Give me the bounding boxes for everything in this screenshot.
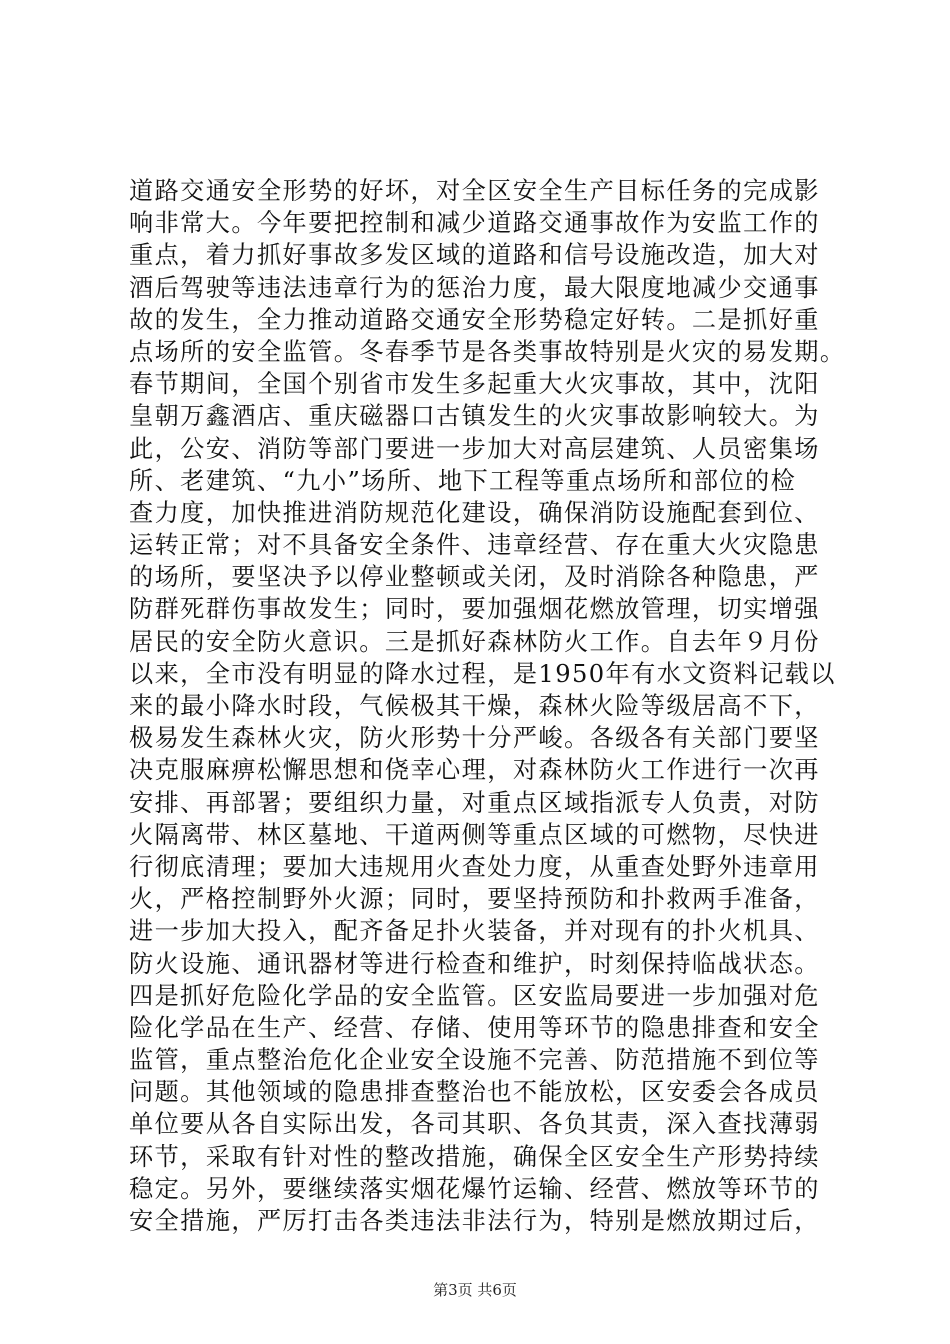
text-line: 酒后驾驶等违法违章行为的惩治力度，最大限度地减少交通事	[129, 273, 820, 302]
body-paragraph	[129, 175, 846, 1237]
text-line: 响非常大。今年要把控制和减少道路交通事故作为安监工作的	[129, 209, 820, 238]
text-line: 稳定。另外，要继续落实烟花爆竹运输、经营、燃放等环节的	[129, 1174, 820, 1203]
text-line: 故的发生，全力推动道路交通安全形势稳定好转。二是抓好重	[129, 305, 820, 334]
text-line: 居民的安全防火意识。三是抓好森林防火工作。自去年９月份	[129, 627, 820, 656]
text-line: 四是抓好危险化学品的安全监管。区安监局要进一步加强对危	[129, 981, 820, 1010]
text-line: 进一步加大投入，配齐备足扑火装备，并对现有的扑火机具、	[129, 917, 820, 946]
text-line: 监管，重点整治危化企业安全设施不完善、防范措施不到位等	[129, 1046, 820, 1075]
text-line: 春节期间，全国个别省市发生多起重大火灾事故，其中，沈阳	[129, 370, 820, 399]
text-line: 险化学品在生产、经营、存储、使用等环节的隐患排查和安全	[129, 1013, 820, 1042]
text-line: 运转正常；对不具备安全条件、违章经营、存在重大火灾隐患	[129, 531, 820, 560]
text-line: 安全措施，严厉打击各类违法非法行为，特别是燃放期过后，	[129, 1207, 820, 1235]
text-line: 决克服麻痹松懈思想和侥幸心理，对森林防火工作进行一次再	[129, 756, 820, 785]
text-line: 环节，采取有针对性的整改措施，确保全区安全生产形势持续	[129, 1142, 820, 1171]
text-line: 所、老建筑、“九小”场所、地下工程等重点场所和部位的检	[129, 466, 797, 495]
text-line: 以来，全市没有明显的降水过程，是1950年有水文资料记载以	[129, 659, 836, 688]
text-line: 的场所，要坚决予以停业整顿或关闭，及时消除各种隐患，严	[129, 563, 820, 592]
text-line: 安排、再部署；要组织力量，对重点区域指派专人负责，对防	[129, 788, 820, 817]
text-line: 重点，着力抓好事故多发区域的道路和信号设施改造，加大对	[129, 241, 820, 270]
text-line: 极易发生森林火灾，防火形势十分严峻。各级各有关部门要坚	[129, 724, 820, 753]
text-line: 火隔离带、林区墓地、干道两侧等重点区域的可燃物，尽快进	[129, 820, 820, 849]
text-line: 点场所的安全监管。冬春季节是各类事故特别是火灾的易发期。	[129, 337, 846, 366]
text-line: 防火设施、通讯器材等进行检查和维护，时刻保持临战状态。	[129, 949, 820, 978]
text-line: 查力度，加快推进消防规范化建设，确保消防设施配套到位、	[129, 498, 820, 527]
page-number-footer: 第3页 共6页	[433, 1281, 517, 1299]
text-line: 此，公安、消防等部门要进一步加大对高层建筑、人员密集场	[129, 434, 820, 463]
text-line: 防群死群伤事故发生；同时，要加强烟花燃放管理，切实增强	[129, 595, 820, 624]
text-line: 问题。其他领域的隐患排查整治也不能放松，区安委会各成员	[129, 1078, 820, 1107]
text-line: 火，严格控制野外火源；同时，要坚持预防和扑救两手准备，	[129, 885, 820, 914]
text-line: 来的最小降水时段，气候极其干燥，森林火险等级居高不下，	[129, 692, 820, 720]
text-line: 单位要从各自实际出发，各司其职、各负其责，深入查找薄弱	[129, 1110, 820, 1139]
text-line: 皇朝万鑫酒店、重庆磁器口古镇发生的火灾事故影响较大。为	[129, 402, 820, 431]
text-line: 行彻底清理；要加大违规用火查处力度，从重查处野外违章用	[129, 852, 820, 881]
text-line: 道路交通安全形势的好坏，对全区安全生产目标任务的完成影	[129, 177, 820, 205]
